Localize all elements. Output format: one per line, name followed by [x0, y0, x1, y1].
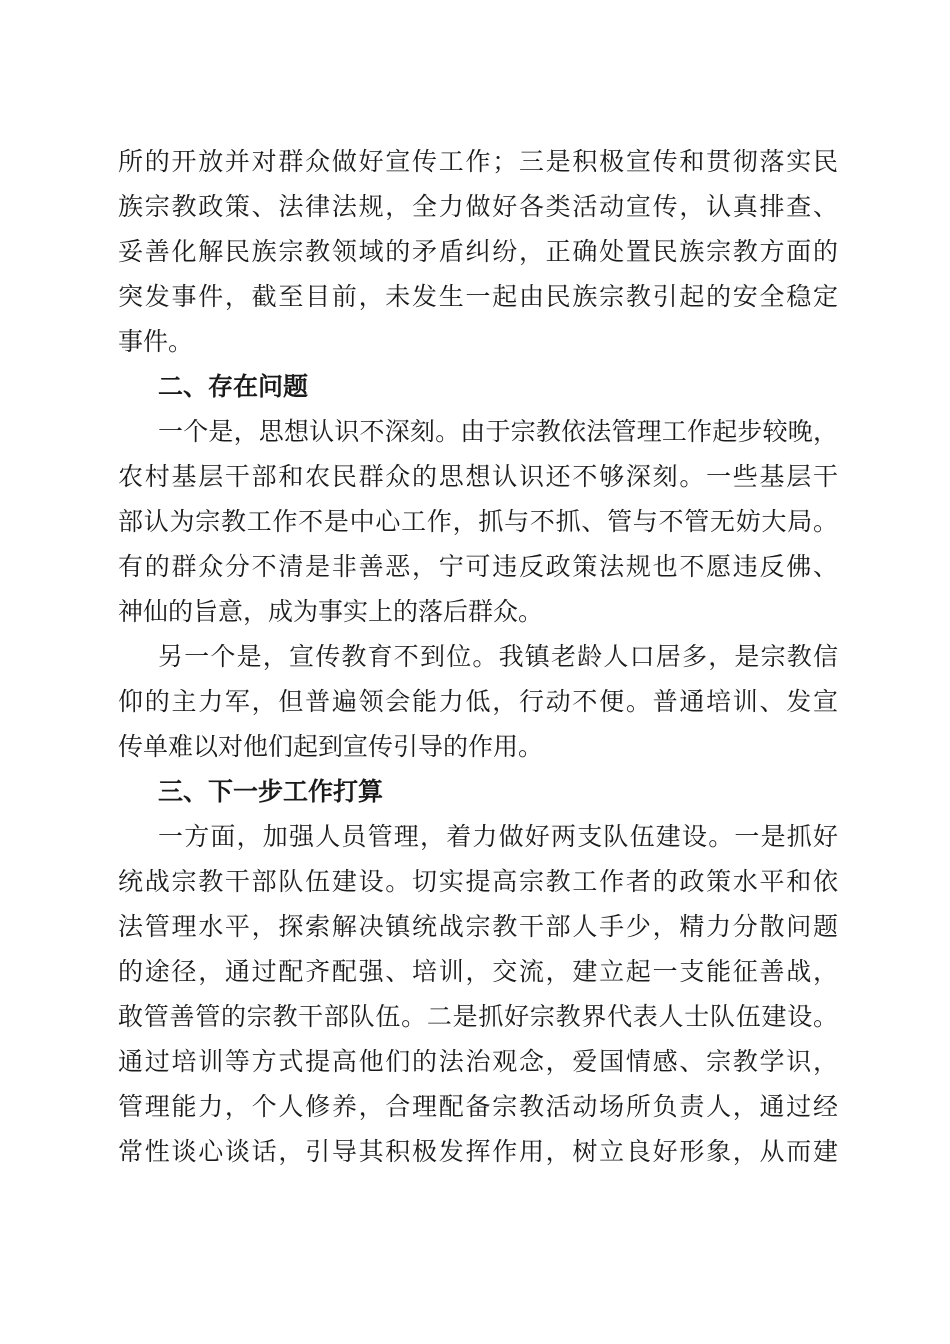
paragraph-line: 有的群众分不清是非善恶，宁可违反政策法规也不愿违反佛、: [118, 552, 838, 581]
paragraph-line: 传单难以对他们起到宣传引导的作用。: [118, 732, 544, 761]
paragraph-line: 另一个是，宣传教育不到位。我镇老龄人口居多，是宗教信: [158, 642, 838, 671]
paragraph-line: 统战宗教干部队伍建设。切实提高宗教工作者的政策水平和依: [118, 867, 838, 896]
paragraph-line: 一个是，思想认识不深刻。由于宗教依法管理工作起步较晚，: [158, 417, 838, 446]
section-heading-next-steps: 三、下一步工作打算: [158, 777, 384, 806]
paragraph-line: 所的开放并对群众做好宣传工作；三是积极宣传和贯彻落实民: [118, 147, 838, 176]
paragraph-line: 族宗教政策、法律法规，全力做好各类活动宣传，认真排查、: [118, 192, 838, 221]
paragraph-line: 仰的主力军，但普遍领会能力低，行动不便。普通培训、发宣: [118, 687, 838, 716]
paragraph-line: 突发事件，截至目前，未发生一起由民族宗教引起的安全稳定: [118, 282, 838, 311]
section-heading-problems: 二、存在问题: [158, 372, 309, 401]
paragraph-line: 神仙的旨意，成为事实上的落后群众。: [118, 597, 544, 626]
paragraph-line: 管理能力，个人修养，合理配备宗教活动场所负责人，通过经: [118, 1092, 838, 1121]
paragraph-line: 法管理水平，探索解决镇统战宗教干部人手少，精力分散问题: [118, 912, 838, 941]
paragraph-line: 常性谈心谈话，引导其积极发挥作用，树立良好形象，从而建: [118, 1137, 838, 1166]
paragraph-line: 农村基层干部和农民群众的思想认识还不够深刻。一些基层干: [118, 462, 838, 491]
paragraph-line: 部认为宗教工作不是中心工作，抓与不抓、管与不管无妨大局。: [118, 507, 838, 536]
paragraph-line: 的途径，通过配齐配强、培训，交流，建立起一支能征善战，: [118, 957, 838, 986]
paragraph-line: 通过培训等方式提高他们的法治观念，爱国情感、宗教学识，: [118, 1047, 838, 1076]
paragraph-line: 敢管善管的宗教干部队伍。二是抓好宗教界代表人士队伍建设。: [118, 1002, 838, 1031]
paragraph-line: 事件。: [118, 327, 194, 356]
paragraph-line: 一方面，加强人员管理，着力做好两支队伍建设。一是抓好: [158, 822, 838, 851]
paragraph-line: 妥善化解民族宗教领域的矛盾纠纷，正确处置民族宗教方面的: [118, 237, 838, 266]
